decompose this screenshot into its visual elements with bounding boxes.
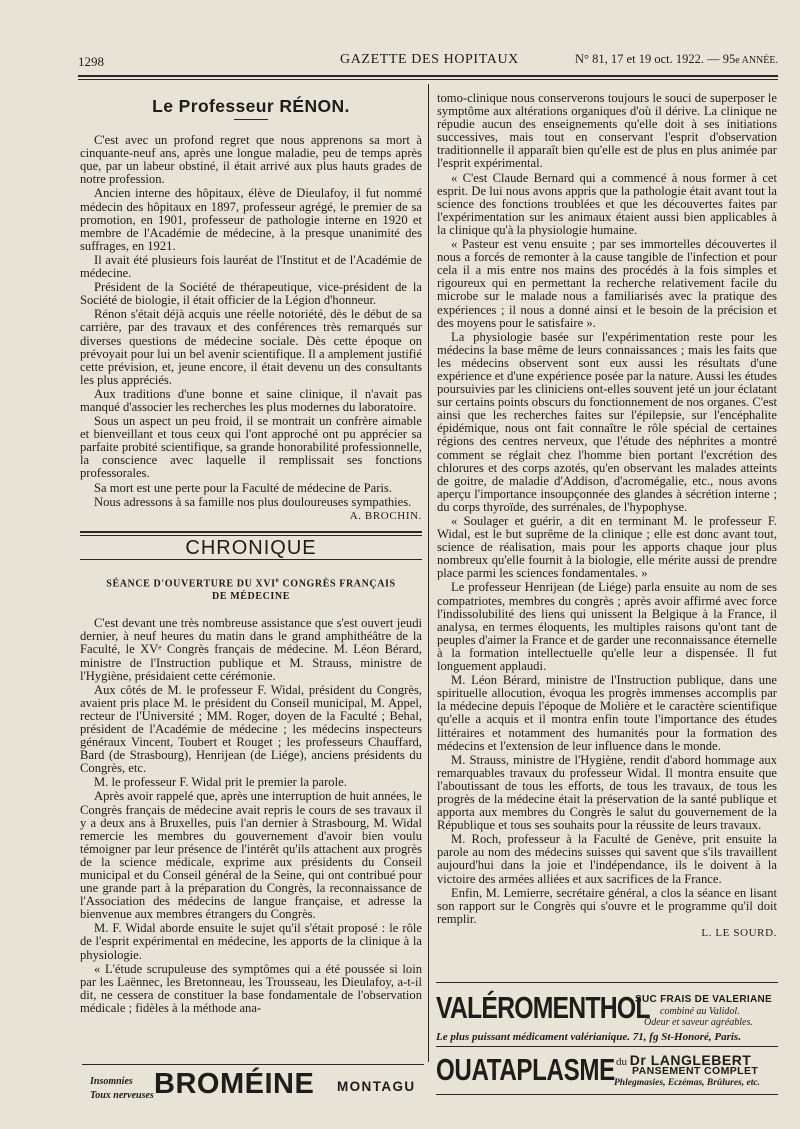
renon-paragraph: Sa mort est une perte pour la Faculté de médecine de Paris.: [94, 480, 392, 495]
journal-title: GAZETTE DES HOPITAUX: [340, 52, 519, 67]
chronique-title: CHRONIQUE: [185, 536, 317, 559]
column-divider: [428, 84, 429, 1062]
chronique-rule-top: [80, 531, 422, 533]
renon-signature: A. BROCHIN.: [349, 509, 422, 522]
chronique-paragraph: Le professeur Henrijean (de Liége) parla ensuite au nom de ses compatriotes, membres du congrès ; après avoir affirmé avec force l'indissolubilité des liens qui unissent la Belgique à la France, il analysa, en termes éloquents, les multiples raisons qu'ont tant de peuples d'aimer la France et de garder une reconnaissance éternelle à la formation intellectuelle qu'elle leur a dispensée. Il fut longuement applaudi.: [437, 580, 777, 674]
renon-title: Le Professeur RÉNON.: [152, 96, 350, 116]
masthead: [78, 52, 778, 72]
subtitle-line2: DE MÉDECINE: [212, 591, 290, 603]
left-column: [80, 90, 422, 1016]
subtitle-sup: e: [275, 575, 280, 584]
valeromenthol-line2: combiné au Validol.: [660, 1006, 740, 1017]
renon-paragraph: C'est avec un profond regret que nous apprenons sa mort à cinquante-neuf ans, après une longue maladie, peu de temps après que, par un labeur obstiné, il était arrivé aux plus hauts grades de notre profession.: [80, 133, 422, 187]
ouataplasme-line3: Phlegmasies, Eczémas, Brûlures, etc.: [614, 1078, 760, 1088]
valeromenthol-tagline: Le plus puissant médicament valérianique. 71, fg St-Honoré, Paris.: [436, 1031, 741, 1043]
chronique-paragraph: M. le professeur F. Widal prit le premier la parole.: [94, 775, 347, 790]
ouataplasme-name: OUATAPLASME: [436, 1052, 615, 1087]
chronique-paragraph: Enfin, M. Lemierre, secrétaire général, a clos la séance en lisant son rapport sur le Congrès qui s'ouvre et le programme qu'il doit remplir.: [437, 885, 777, 926]
ad-rule: [82, 1064, 424, 1065]
chronique-paragraph: Après avoir rappelé que, après une interruption de huit années, le Congrès français de médecine avait repris le cours de ses travaux il y a deux ans à Bruxelles, puis l'an dernier à Strasbourg, M. Widal remercie les membres du gouvernement d'avoir bien voulu témoigner par leur présence de l'intérêt qu'ils attachent aux progrès de la science médicale, exprime aux présidents du Conseil municipal et du Conseil général de la Seine, qui ont contribué pour une grande part à la préparation du Congrès, la reconnaissance de l'Association des médecins de langue française, et adresse la bienvenue aux membres étrangers du Congrès.: [80, 789, 423, 922]
page-number: 1298: [78, 54, 104, 69]
issue-year: e ANNÉE.: [735, 55, 778, 66]
renon-paragraph: Nous adressons à sa famille nos plus douloureuses sympathies.: [94, 494, 412, 509]
chronique-paragraph: M. Léon Bérard, ministre de l'Instruction publique, dans une spirituelle allocution, évoqua les progrès immenses accomplis par la médecine depuis l'époque de Molière et le caractère scientifique qu'elle a acquis et il montra enfin toute l'importance des études littéraires et notamment des humanités pour la formation des médecins et l'extension de leur influence dans le monde.: [437, 673, 777, 753]
issue-info: [575, 52, 778, 67]
chronique-signature: L. LE SOURD.: [701, 926, 777, 939]
renon-paragraph: Ancien interne des hôpitaux, élève de Dieulafoy, il fut nommé médecin des hôpitaux en 1897, professeur agrégé, le premier de sa promotion, en 1901, professeur de pathologie interne en 1920 et membre de l'Académie de médecine, à la presque unanimité des suffrages, en 1921.: [80, 186, 422, 253]
valeromenthol-ad: [436, 990, 778, 1046]
ad-rule: [436, 982, 778, 983]
chronique-subtitle: [80, 574, 422, 603]
ouataplasme-doctor-name: Dr LANGLEBERT: [629, 1052, 752, 1068]
ad-rule: [436, 1046, 778, 1047]
issue-date: N° 81, 17 et 19 oct. 1922. — 95: [575, 52, 736, 66]
masthead-rule-bottom: [78, 79, 778, 80]
chronique-paragraph: Aux côtés de M. le professeur F. Widal, président du Congrès, avaient pris place M. le président du Conseil municipal, M. Appel, recteur de l'Université ; MM. Roger, doyen de la Faculté ; Behal, président de l'Académie de médecine ; les médecins inspecteurs généraux Vincent, Toubert et Rouget ; les professeurs Chauffard, Bard (de Strasbourg), Henrijean (de Liége), anciens présidents du Congrès, etc.: [80, 682, 422, 776]
renon-paragraph: Rénon s'était déjà acquis une réelle notoriété, dès le début de sa carrière, par des travaux et des conférences très remarqués sur diverses questions de médecine sociale. Dès cette époque on prévoyait pour lui un bel avenir scientifique. Il a amplement justifié cette prévision, et, jeune encore, il était devenu un des consultants les plus appréciés.: [80, 307, 422, 387]
subtitle-part: CONGRÈS FRANÇAIS: [279, 578, 396, 590]
bromeine-label-top: Insomnies: [90, 1076, 133, 1087]
renon-paragraph: Il avait été plusieurs fois lauréat de l'Institut et de l'Académie de médecine.: [80, 252, 422, 281]
chronique-title-rule: [80, 559, 422, 560]
chronique-paragraph: M. Roch, professeur à la Faculté de Genève, prit ensuite la parole au nom des médecins suisses qui savent que s'ils travaillent aujourd'hui dans la joie et l'indépendance, ils le doivent à la victoire des armées alliées et aux sacrifices de la France.: [437, 832, 777, 886]
right-column: [437, 92, 777, 940]
bromeine-name: BROMÉINE: [154, 1068, 315, 1100]
subtitle-part: SÉANCE D'OUVERTURE DU XVI: [106, 578, 276, 590]
masthead-rule-top: [78, 75, 778, 77]
ouataplasme-ad: [436, 1050, 778, 1094]
chronique-paragraph: La physiologie basée sur l'expérimentation reste pour les médecins la base même de leurs connaissances ; mais les faits que les médecins observent sont eux aussi les résultats d'une expérience et d'une expérience posée par la nature. Aussi les études poursuivies par les cliniciens ont-elles souvent jeté un jour éclatant sur certains points obscurs du fonctionnement de nos organes. C'est ainsi que les recherches faites sur l'épilepsie, sur l'encéphalite épidémique, nous ont fait connaître le rôle spécial de certaines régions des centres nerveux, que l'étude des néphrites a montré comment se réglait chez l'homme bien portant l'excrétion des chlorures et des corps azotés, qu'en observant les malades atteints de goitre, de maladie d'Addison, d'acromégalie, etc., nous avons aperçu l'importance insoupçonnée des glandes à sécrétion interne ; du corps thyroïde, des surrénales, de l'hypophyse.: [437, 329, 777, 514]
chronique-paragraph: « L'étude scrupuleuse des symptômes qui a été poussée si loin par les Laënnec, les Bretonneau, les Trousseau, les Dieulafoy, a-t-il dit, ne cessera de constituer la base fondamentale de l'observation médicale ; fidèles à la méthode ana-: [80, 961, 422, 1015]
renon-paragraph: Sous un aspect un peu froid, il se montrait un confrère aimable et bienveillant et tous ceux qui l'ont approché ont pu apprécier sa parfaite probité scientifique, sa grande honorabilité professionnelle, la conscience avec laquelle il remplissait ses fonctions professorales.: [80, 414, 422, 481]
chronique-paragraph: « Pasteur est venu ensuite ; par ses immortelles découvertes il nous a forcés de remonter à la cause tangible de l'infection et pour cela il a mis entre nos mains des procédés à la fois simples et rigoureux qui en permettant la recherche relativement facile du microbe sur le malade nous a familiarisés avec la pratique des expériences ; il nous a donné ainsi et le besoin de la précision et des moyens pour le satisfaire ».: [437, 237, 777, 330]
valeromenthol-line3: Odeur et saveur agréables.: [644, 1017, 753, 1028]
title-rule: [234, 119, 268, 120]
bromeine-brand: MONTAGU: [337, 1079, 416, 1094]
bromeine-label-bottom: Toux nerveuses: [90, 1090, 154, 1101]
ad-rule: [436, 1094, 778, 1095]
chronique-paragraph: tomo-clinique nous conserverons toujours le souci de superposer le symptôme aux altérations organiques d'où il dérive. La clinique ne répudie aucun des enseignements qu'elle doit à ses initiations successives, mais tout en conservant l'esprit d'observation traditionnelle il apparaît bien qu'elle est de plus en plus animée par l'esprit expérimental.: [437, 91, 777, 171]
ouataplasme-du: du: [616, 1056, 627, 1068]
chronique-paragraph: « C'est Claude Bernard qui a commencé à nous former à cet esprit. De lui nous avons appris que la pathologie était avant tout la science des fonctions troublées et que les découvertes faites par l'expérimentation sur les animaux étaient aussi bien applicables à la clinique qu'à la physiologie humaine.: [437, 170, 777, 237]
chronique-paragraph: M. F. Widal aborde ensuite le sujet qu'il s'était proposé : le rôle de l'esprit expérimental en médecine, les apports de la clinique à la physiologie.: [80, 921, 422, 962]
ouataplasme-line2: PANSEMENT COMPLET: [632, 1065, 759, 1077]
valeromenthol-name: VALÉROMENTHOL: [436, 990, 650, 1025]
valeromenthol-line1: SUC FRAIS DE VALERIANE: [635, 994, 772, 1005]
renon-paragraph: Aux traditions d'une bonne et saine clinique, il n'avait pas manqué d'associer les recherches les plus modernes du laboratoire.: [80, 386, 422, 414]
chronique-paragraph: « Soulager et guérir, a dit en terminant M. le professeur F. Widal, est le but suprême de la clinique ; elle est donc avant tout, science de réalisation, mais pour les apports chaque jour plus nombreux qu'elle fournit à la biologie, elle mérite aussi de prendre place parmi les sciences fondamentales. »: [437, 514, 777, 581]
chronique-rule-bottom: [80, 535, 422, 536]
chronique-paragraph: M. Strauss, ministre de l'Hygiène, rendit d'abord hommage aux remarquables travaux du professeur Widal. Il montra ensuite que l'aboutissant de tous les efforts, de tous les travaux, de tous les progrès de la médecine était la préservation de la santé publique et apporta aux membres du Congrès le salut du gouvernement de la République et tous ses souhaits pour la réussite de leurs travaux.: [437, 752, 777, 833]
bromeine-ad: [82, 1068, 422, 1108]
chronique-section: [80, 531, 422, 1015]
renon-paragraph: Président de la Société de thérapeutique, vice-président de la Société de biologie, il était officier de la Légion d'honneur.: [80, 280, 422, 308]
chronique-paragraph: C'est devant une très nombreuse assistance que s'est ouvert jeudi dernier, à neuf heures du matin dans le grand amphithéâtre de la Faculté, le XVᵉ Congrès français de médecine. M. Léon Bérard, ministre de l'Instruction publique et M. Strauss, ministre de l'Hygiène, présidaient cette cérémonie.: [80, 616, 422, 683]
